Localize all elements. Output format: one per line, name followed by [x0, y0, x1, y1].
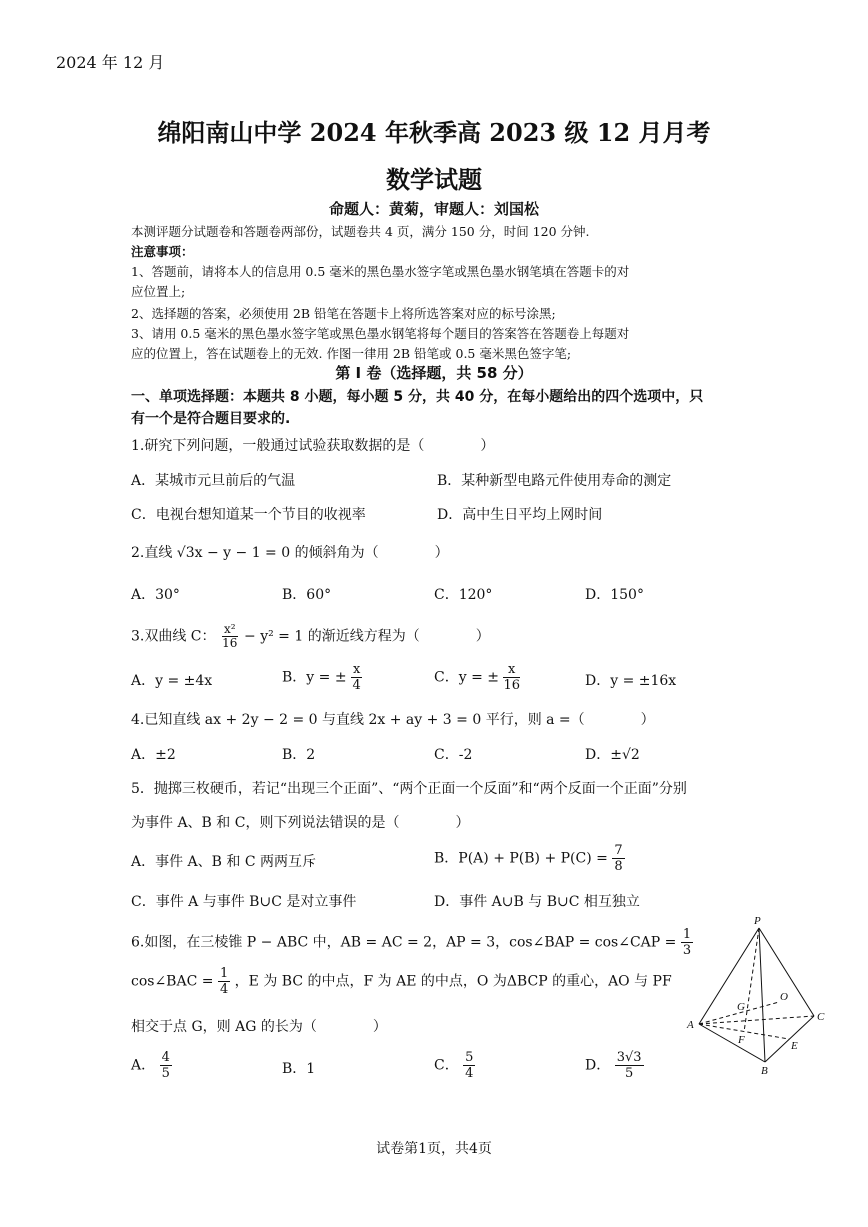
- q6-option-a: [131, 1050, 172, 1081]
- edge-bc: [765, 1016, 814, 1062]
- q3-frac-den: 16: [222, 636, 238, 650]
- pyramid-figure: [683, 912, 833, 1077]
- section-title: 第 I 卷（选择题，共 58 分）: [335, 364, 533, 382]
- part1-instructions-b: 有一个是符合题目要求的.: [131, 411, 291, 427]
- q6-frac2-num: 1: [219, 966, 229, 981]
- notice-item-1b: 应位置上;: [131, 284, 186, 299]
- notice-item-1a: 1、答题前，请将本人的信息用 0.5 毫米的黑色墨水签字笔或黑色墨水钢笔填在答题卡的对: [131, 264, 630, 279]
- q5-option-b-num: 7: [614, 843, 623, 858]
- q6-option-a-den: 5: [161, 1066, 170, 1081]
- q3-option-b-num: x: [353, 662, 361, 677]
- q6-stem-a: [131, 927, 693, 958]
- q6-option-c-num: 5: [465, 1050, 474, 1065]
- notice-heading: 注意事项：: [131, 244, 194, 259]
- q6-option-d: [585, 1050, 644, 1081]
- q5-option-a: A．事件 A、B 和 C 两两互斥: [131, 854, 317, 870]
- q3-option-c-pre: C．y = ±: [434, 669, 499, 686]
- label-f: F: [738, 1034, 745, 1046]
- exam-date: 2024 年 12 月: [56, 53, 165, 72]
- q1-option-d: D．高中生日平均上网时间: [437, 507, 603, 523]
- q6-option-d-fraction: [615, 1050, 644, 1081]
- q6-option-b: B．1: [282, 1061, 316, 1077]
- q4-stem: 4.已知直线 ax + 2y − 2 = 0 与直线 2x + ay + 3 = 0 平行，则 a =（ ）: [131, 712, 655, 728]
- q3-option-a: A．y = ±4x: [131, 673, 213, 689]
- q6-option-d-pre: D．: [585, 1057, 611, 1074]
- q2-option-c: C．120°: [434, 587, 493, 603]
- label-c: C: [817, 1011, 825, 1023]
- line-pf: [744, 928, 759, 1032]
- part1-instructions-a: 一、单项选择题：本题共 8 小题，每小题 5 分，共 40 分，在每小题给出的四个选项中，只: [131, 389, 704, 405]
- q2-option-a: A．30°: [131, 587, 180, 603]
- label-b: B: [761, 1065, 768, 1077]
- q3-option-c-fraction: [503, 662, 520, 693]
- notice-item-3b: 应的位置上，答在试题卷上的无效. 作图一律用 2B 铅笔或 0.5 毫米黑色签字笔;: [131, 346, 572, 361]
- q6-option-a-num: 4: [161, 1050, 170, 1065]
- q6-option-a-fraction: [160, 1050, 172, 1081]
- q3-stem-pre: 3.双曲线 C：: [131, 628, 216, 645]
- q1-option-c: C．电视台想知道某一个节目的收视率: [131, 507, 366, 523]
- q5-option-b-den: 8: [614, 859, 623, 874]
- q4-option-a: A．±2: [131, 747, 176, 763]
- q6-stem-b-pre: cos∠BAC =: [131, 973, 214, 990]
- q6-option-c: [434, 1050, 475, 1081]
- notice-item-2: 2、选择题的答案，必须使用 2B 铅笔在答题卡上将所选答案对应的标号涂黑;: [131, 306, 556, 321]
- q6-stem-c: 相交于点 G，则 AG 的长为（ ）: [131, 1019, 387, 1035]
- notice-item-3a: 3、请用 0.5 毫米的黑色墨水签字笔或黑色墨水钢笔将每个题目的答案答在答题卷上每题对: [131, 326, 630, 341]
- q5-option-c: C．事件 A 与事件 B∪C 是对立事件: [131, 894, 357, 910]
- q1-option-a: A．某城市元旦前后的气温: [131, 473, 296, 489]
- q6-option-d-num: 3√3: [616, 1050, 642, 1065]
- q6-option-c-fraction: [463, 1050, 475, 1081]
- q6-option-c-pre: C．: [434, 1057, 459, 1074]
- q3-option-b-den: 4: [352, 678, 361, 693]
- q5-stem-a: 5．抛掷三枚硬币，若记“出现三个正面”、“两个正面一个反面”和“两个反面一个正面”分别: [131, 781, 687, 797]
- label-e: E: [791, 1040, 798, 1052]
- q3-stem-post: − y² = 1 的渐近线方程为（ ）: [244, 628, 490, 645]
- edge-pb: [759, 928, 765, 1062]
- q3-option-b-fraction: [351, 662, 362, 693]
- page-footer: 试卷第1页，共4页: [376, 1141, 492, 1157]
- q4-option-c: C．-2: [434, 747, 473, 763]
- q3-option-c-num: x: [503, 662, 520, 678]
- q4-option-d: D．±√2: [585, 747, 640, 763]
- label-a: A: [687, 1019, 694, 1031]
- q6-frac2-den: 4: [219, 982, 229, 997]
- label-o: O: [780, 991, 788, 1003]
- edge-ac-hidden: [699, 1016, 814, 1024]
- q2-option-d: D．150°: [585, 587, 644, 603]
- exam-subject: 数学试题: [386, 165, 482, 194]
- q1-stem: 1.研究下列问题，一般通过试验获取数据的是（ ）: [131, 438, 495, 454]
- q6-stem-a-text: 6.如图，在三棱锥 P − ABC 中，AB = AC = 2，AP = 3，cos∠BAP = cos∠CAP =: [131, 934, 677, 951]
- q3-frac-num: x²: [223, 622, 236, 636]
- q6-stem-b: [131, 966, 672, 997]
- q3-option-b-pre: B．y = ±: [282, 669, 347, 686]
- q5-option-d: D．事件 A∪B 与 B∪C 相互独立: [434, 894, 640, 910]
- q4-option-b: B．2: [282, 747, 316, 763]
- q3-fraction: [222, 623, 238, 650]
- q3-stem: [131, 623, 490, 650]
- q2-option-b: B．60°: [282, 587, 332, 603]
- q6-stem-b-post: ，E 为 BC 的中点，F 为 AE 的中点，O 为ΔBCP 的重心，AO 与 PF: [234, 973, 672, 990]
- q3-option-c-den: 16: [503, 678, 520, 693]
- q5-option-b-fraction: [612, 843, 624, 874]
- q5-stem-b: 为事件 A、B 和 C，则下列说法错误的是（ ）: [131, 815, 470, 831]
- q6-option-d-den: 5: [624, 1066, 634, 1081]
- q3-option-b: [282, 662, 362, 693]
- exam-authors: 命题人：黄菊，审题人：刘国松: [328, 200, 539, 218]
- q2-stem: 2.直线 √3x − y − 1 = 0 的倾斜角为（ ）: [131, 545, 449, 561]
- exam-title: 绵阳南山中学 2024 年秋季高 2023 级 12 月月考: [157, 118, 711, 147]
- q6-frac1-den: 3: [682, 943, 692, 958]
- q5-option-b: [434, 843, 625, 874]
- q6-frac1-num: 1: [682, 927, 692, 942]
- q6-fraction-2: [218, 966, 230, 997]
- edge-ab: [699, 1024, 765, 1062]
- q6-option-c-den: 4: [465, 1066, 474, 1081]
- label-g: G: [737, 1001, 745, 1013]
- q3-option-c: [434, 662, 520, 693]
- exam-intro: 本测评题分试题卷和答题卷两部份，试题卷共 4 页，满分 150 分，时间 120 分钟.: [131, 224, 590, 239]
- q6-option-a-pre: A．: [131, 1057, 156, 1074]
- label-p: P: [754, 915, 761, 927]
- q3-option-d: D．y = ±16x: [585, 673, 677, 689]
- q5-option-b-pre: B．P(A) + P(B) + P(C) =: [434, 850, 608, 867]
- q1-option-b: B．某种新型电路元件使用寿命的测定: [437, 473, 672, 489]
